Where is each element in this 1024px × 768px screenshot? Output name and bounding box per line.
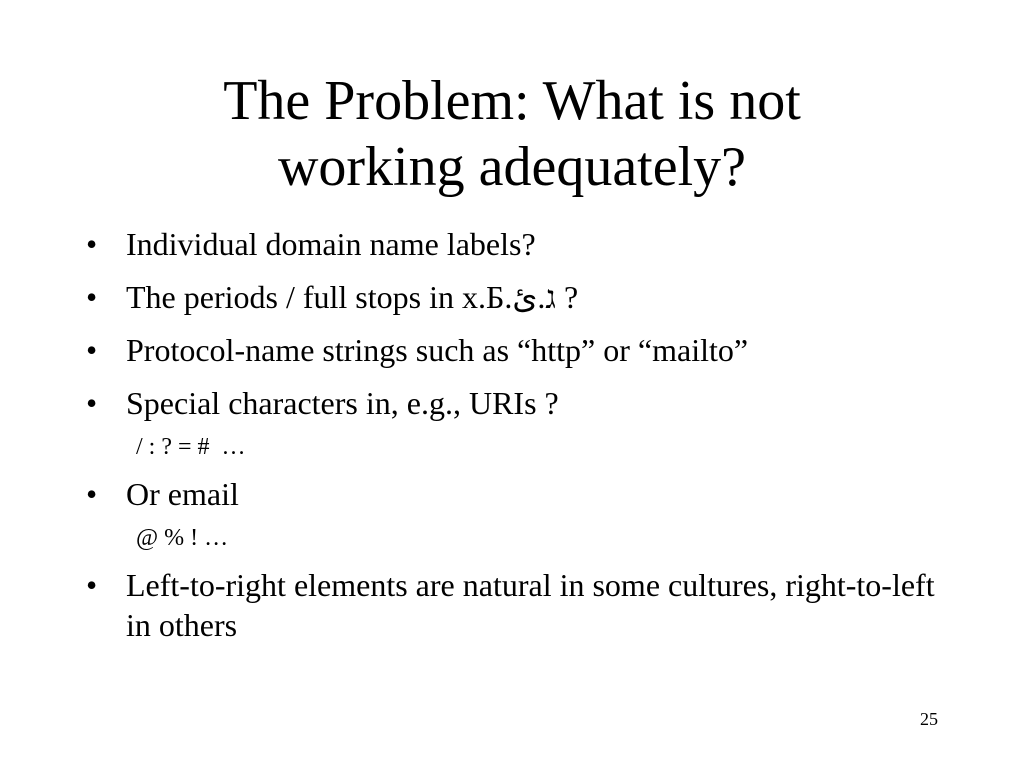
- bullet-text: Left-to-right elements are natural in some cultures, right-to-left in others: [126, 567, 935, 643]
- bullet-text: Or email: [126, 476, 239, 512]
- sub-item-email-characters: @ % ! …: [136, 525, 229, 551]
- bullet-item-text-direction: [86, 565, 966, 645]
- bullet-icon: •: [86, 332, 98, 368]
- bullet-list: [86, 224, 966, 658]
- bullet-item-domain-labels: [86, 224, 966, 264]
- bullet-text: Individual domain name labels?: [126, 226, 536, 262]
- bullet-item-protocol-names: [86, 330, 966, 370]
- bullet-icon: •: [86, 226, 98, 262]
- bullet-icon: •: [86, 567, 98, 603]
- slide-title-line-2: working adequately?: [277, 136, 747, 198]
- slide-title-line-1: The Problem: What is not: [223, 70, 801, 132]
- bullet-text: Special characters in, e.g., URIs ?: [126, 385, 559, 421]
- sub-item-uri-characters: / : ? = # …: [136, 434, 246, 460]
- slide-title: [112, 68, 912, 200]
- bullet-item-email: [86, 474, 966, 514]
- page-number: 25: [920, 709, 938, 729]
- bullet-icon: •: [86, 385, 98, 421]
- bullet-icon: •: [86, 476, 98, 512]
- bullet-item-periods: [86, 277, 966, 317]
- bullet-text: The periods / full stops in x.Б.ג.ئ ?: [126, 279, 579, 315]
- bullet-icon: •: [86, 279, 98, 315]
- bullet-item-special-characters: [86, 383, 966, 423]
- bullet-text: Protocol-name strings such as “http” or “mailto”: [126, 332, 749, 368]
